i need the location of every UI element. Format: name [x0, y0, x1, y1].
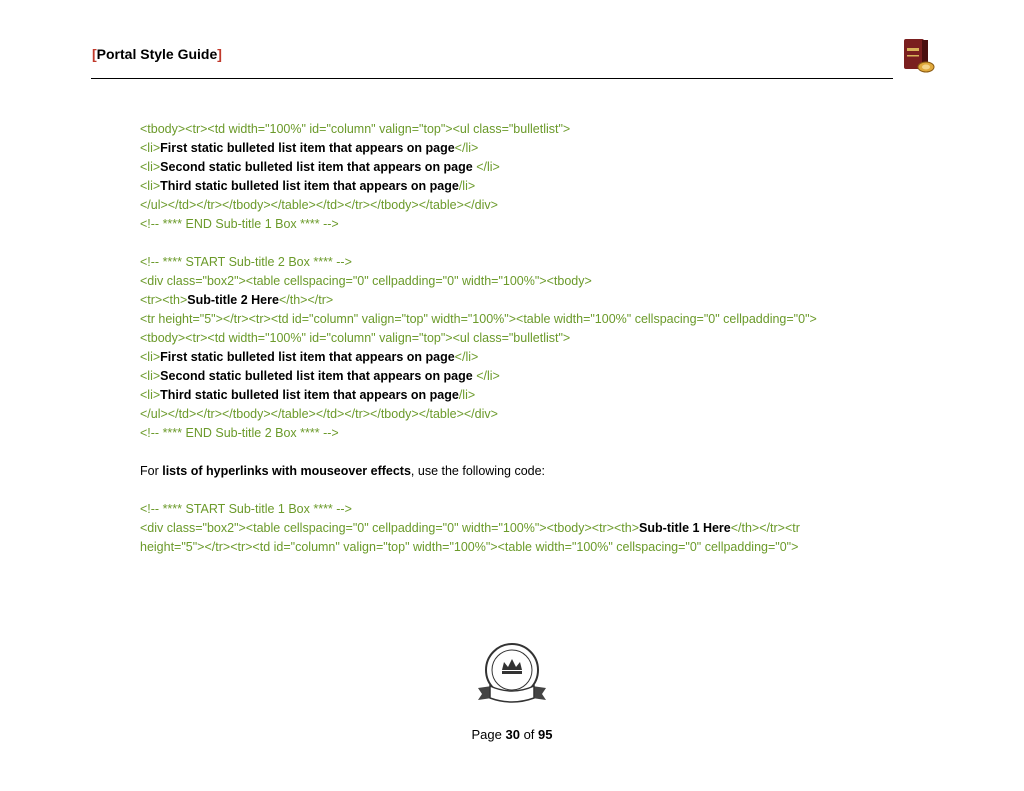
code-line: <tbody><tr><td width="100%" id="column" valign="top"><ul class="bulletlist"> [140, 331, 571, 345]
seal-icon [474, 640, 550, 708]
code-line: <!-- **** START Sub-title 1 Box **** --> [140, 502, 352, 516]
code-line: <!-- **** END Sub-title 1 Box **** --> [140, 217, 339, 231]
code-line: <!-- **** START Sub-title 2 Box **** --> [140, 255, 352, 269]
code-line: <li>First static bulleted list item that appears on page</li> [140, 141, 479, 155]
code-content [140, 120, 940, 557]
page-number: Page 30 of 95 [471, 727, 553, 742]
header-title-text: Portal Style Guide [96, 46, 218, 62]
code-line: <li>Third static bulleted list item that appears on page/li> [140, 179, 476, 193]
code-line: <div class="box2"><table cellspacing="0" cellpadding="0" width="100%"><tbody> [140, 274, 592, 288]
close-bracket: ] [217, 46, 222, 62]
header-divider [91, 78, 893, 79]
book-icon [898, 36, 938, 76]
code-line: <tr><th>Sub-title 2 Here</th></tr> [140, 293, 334, 307]
code-line: <li>Second static bulleted list item that appears on page </li> [140, 160, 500, 174]
code-line: </ul></td></tr></tbody></table></td></tr></tbody></table></div> [140, 198, 498, 212]
code-line: height="5"></tr><tr><td id="column" valign="top" width="100%"><table width="100%" cellspacing="0" cellpadding="0"> [140, 540, 799, 554]
code-line: <li>Third static bulleted list item that appears on page/li> [140, 388, 476, 402]
code-line: <div class="box2"><table cellspacing="0" cellpadding="0" width="100%"><tbody><tr><th>Sub-title 1 Here</th></tr><tr [140, 521, 800, 535]
code-line: <!-- **** END Sub-title 2 Box **** --> [140, 426, 339, 440]
code-line: <tr height="5"></tr><tr><td id="column" valign="top" width="100%"><table width="100%" cellspacing="0" cellpadding="0"> [140, 312, 817, 326]
prose-line: For lists of hyperlinks with mouseover effects, use the following code: [140, 464, 546, 478]
code-line: <tbody><tr><td width="100%" id="column" valign="top"><ul class="bulletlist"> [140, 122, 571, 136]
code-line: <li>Second static bulleted list item that appears on page </li> [140, 369, 500, 383]
page-header-title [92, 46, 222, 62]
code-line: <li>First static bulleted list item that appears on page</li> [140, 350, 479, 364]
open-bracket: [ [92, 46, 97, 62]
code-line: </ul></td></tr></tbody></table></td></tr></tbody></table></div> [140, 407, 498, 421]
